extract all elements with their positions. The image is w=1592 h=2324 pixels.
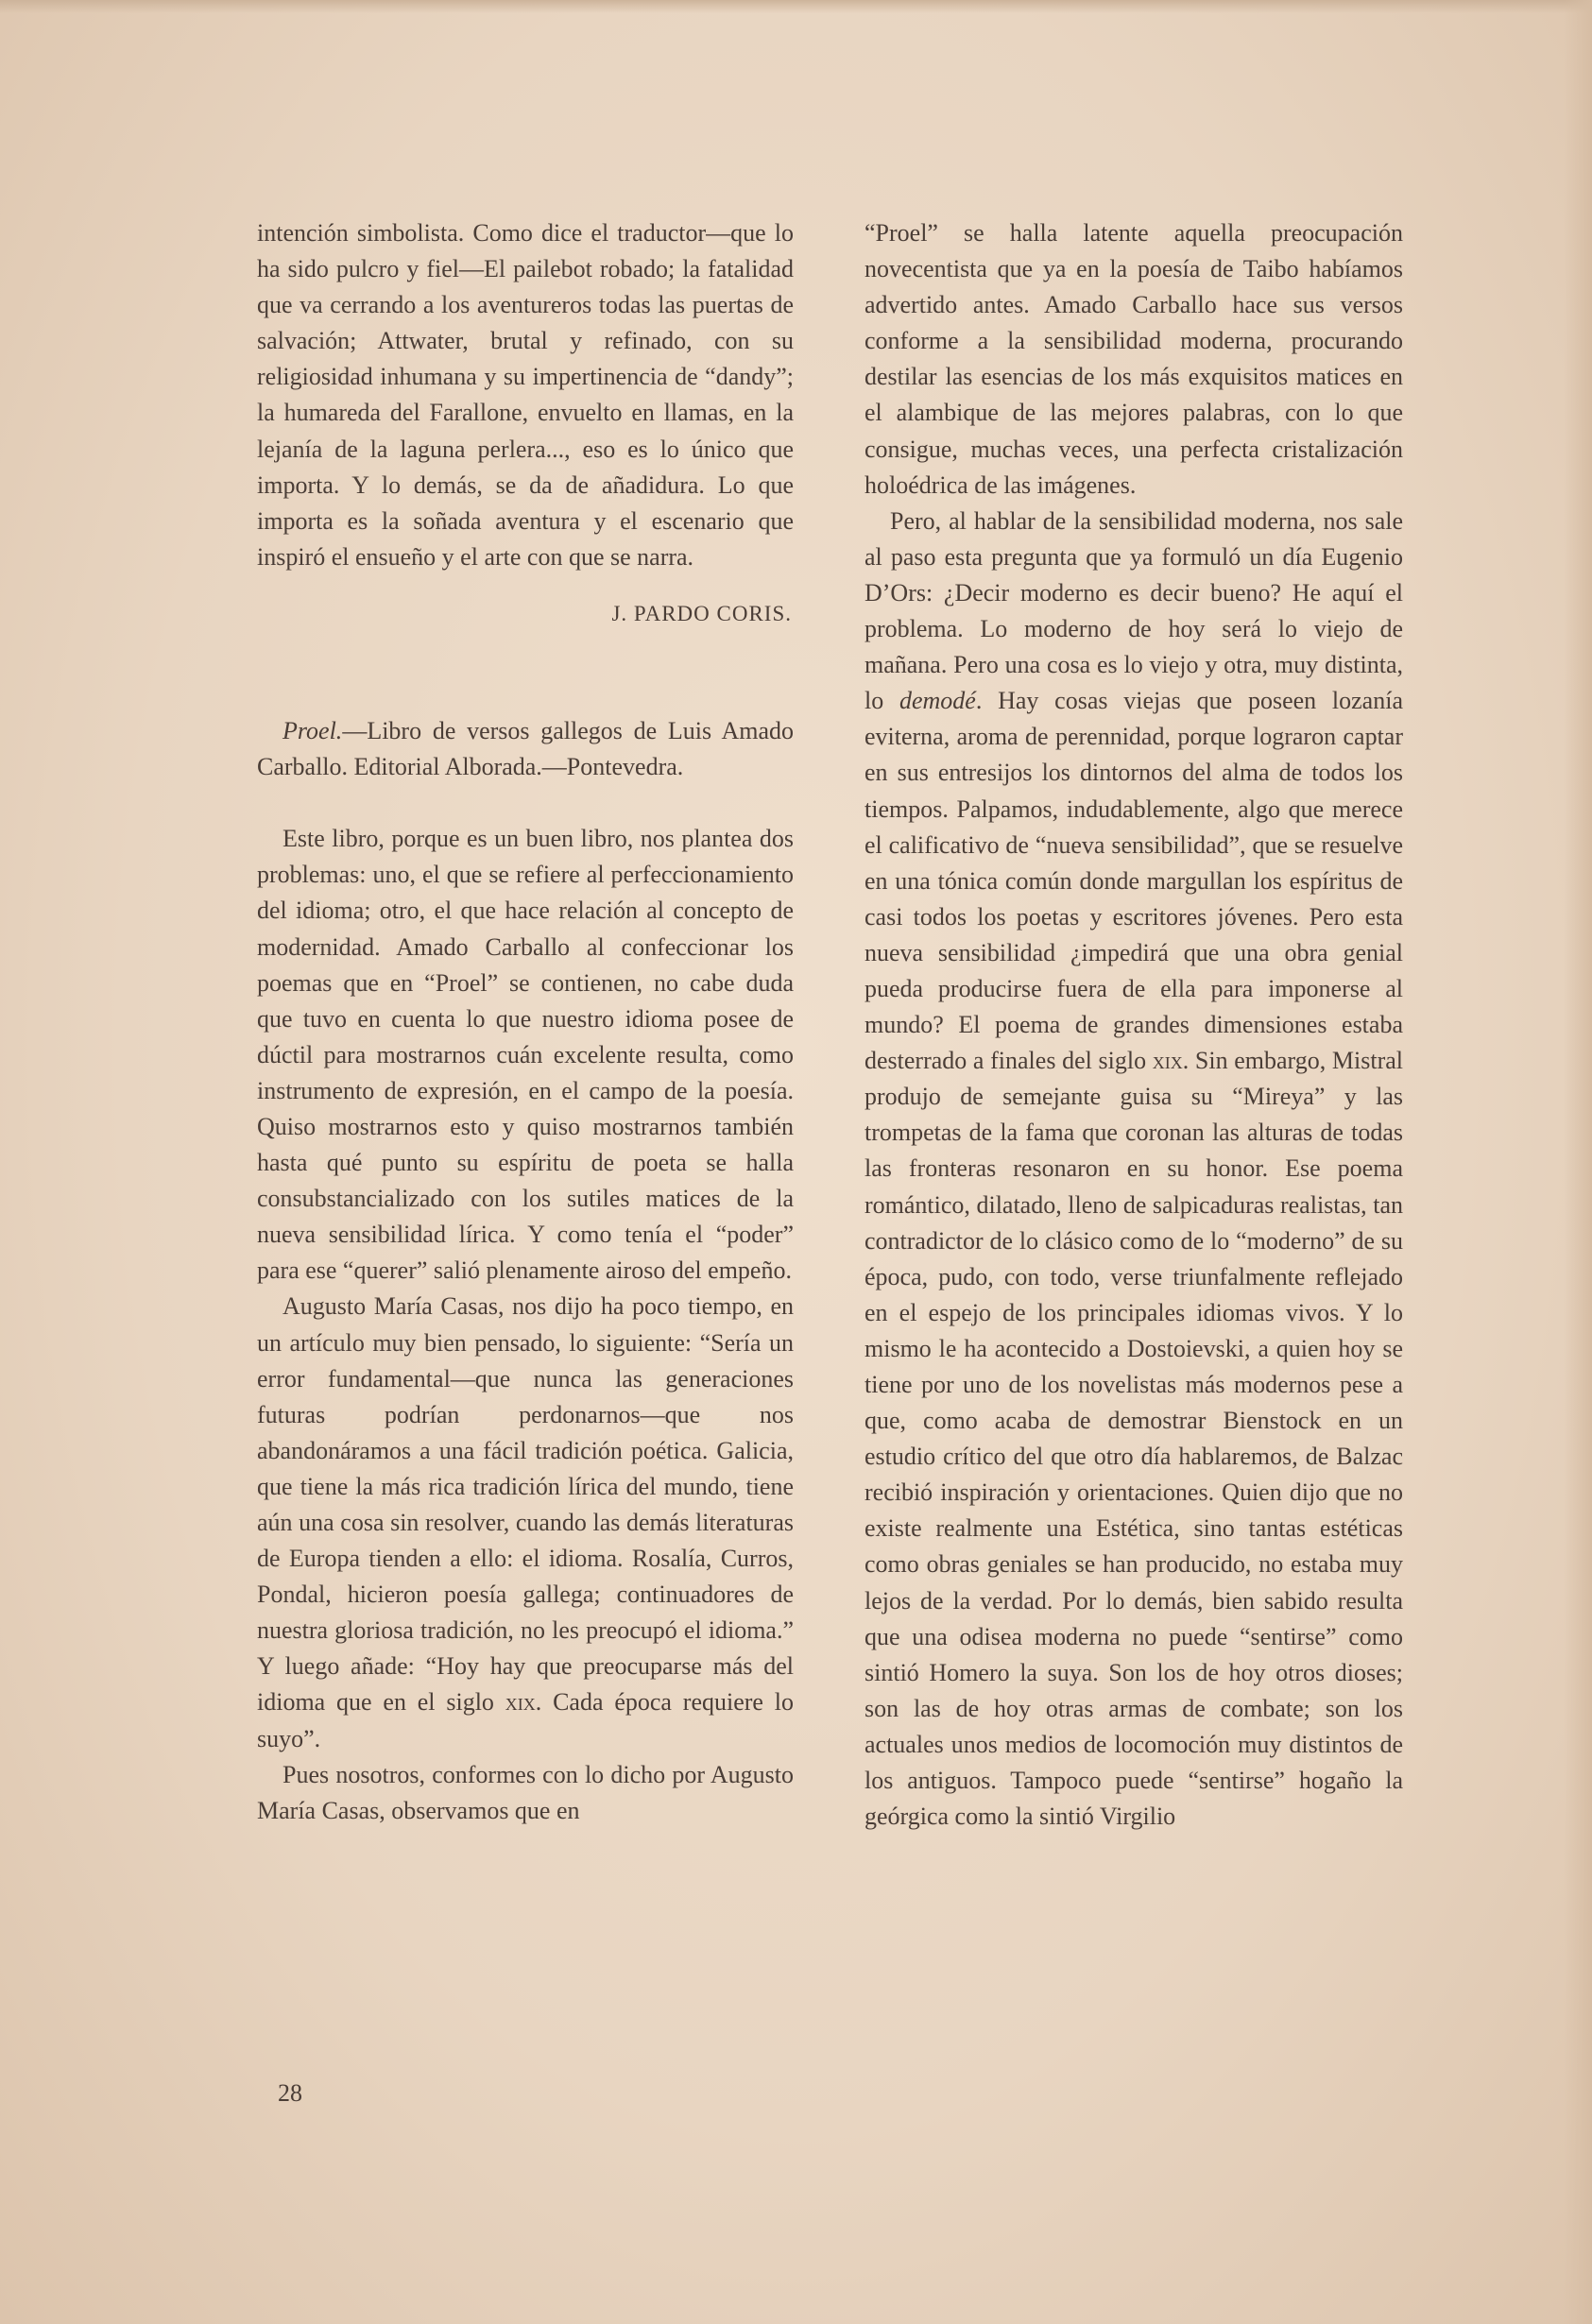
right-column [864, 215, 1403, 1835]
body-paragraph: Pero, al hablar de la sensibilidad moderna, nos sale al paso esta pregunta que ya formuló un día Eugenio D’Ors: ¿Decir moderno es decir bueno? He aquí el problema. Lo moderno de hoy será lo viejo de mañana. Pero una cosa es lo viejo y otra, muy distinta, lo demodé. Hay cosas viejas que poseen lozanía eviterna, aroma de perennidad, porque lograron captar en sus entresijos los dintornos del alma de todos los tiempos. Palpamos, indudablemente, algo que merece el calificativo de “nueva sensibilidad”, que se resuelve en una tónica común donde margullan los espíritus de casi todos los poetas y escritores jóvenes. Pero esta nueva sensibilidad ¿impedirá que una obra genial pueda producirse fuera de ella para imponerse al mundo? El poema de grandes dimensiones estaba desterrado a finales del siglo xix. Sin embargo, Mistral produjo de semejante guisa su “Mireya” y las trompetas de la fama que coronan las alturas de todas las fronteras resonaron en su honor. Ese poema romántico, dilatado, lleno de salpicaduras realistas, tan contradictor de lo clásico como de lo “moderno” de su época, pudo, con todo, verse triunfalmente reflejado en el espejo de los principales idiomas vivos. Y lo mismo le ha acontecido a Dostoievski, a quien hoy se tiene por uno de los novelistas más modernos pese a que, como acaba de demostrar Bienstock en un estudio crítico del que otro día hablaremos, de Balzac recibió inspiración y orientaciones. Quien dijo que no existe realmente una Estética, sino tantas estéticas como obras geniales se han producido, no estaba muy lejos de la verdad. Por lo demás, bien sabido resulta que una odisea moderna no puede “sentirse” como sintió Homero la suya. Son los de hoy otros dioses; son las de hoy otras armas de combate; son los actuales unos medios de locomoción muy distintos de los antiguos. Tampoco puede “sentirse” hogaño la geórgica como la sintió Virgilio [864, 506, 1404, 1831]
page-edge-shadow-right [1564, 0, 1592, 2324]
book-title: Proel. [282, 717, 343, 745]
body-paragraph: “Proel” se halla latente aquella preocupación novecentista que ya en la poesía de Taibo habíamos advertido antes. Amado Carballo hace sus versos conforme a la sensibilidad moderna, procurando destilar las esencias de los más exquisitos matices en el alambique de las mejores palabras, con lo que consigue, muchas veces, una perfecta cristalización holoédrica de las imágenes. [864, 219, 1403, 499]
page-number: 28 [278, 2079, 302, 2107]
left-column [257, 215, 794, 1829]
book-reference [257, 713, 794, 785]
review-ending-paragraph: intención simbolista. Como dice el traductor—que lo ha sido pulcro y fiel—El pailebot robado; la fatalidad que va cerrando a los aventureros todas las puertas de salvación; Attwater, brutal y refinado, con su religiosidad inhumana y su impertinencia de “dandy”; la humareda del Farallone, envuelto en llamas, en la lejanía de la laguna perlera..., eso es lo único que importa. Y lo demás, se da de añadidura. Lo que importa es la soñada aventura y el escenario que inspiró el ensueño y el arte con que se narra. [257, 219, 794, 571]
body-paragraph: Augusto María Casas, nos dijo ha poco tiempo, en un artículo muy bien pensado, lo siguiente: “Sería un error fundamental—que nunca las generaciones futuras podrían perdonarnos—que nos abandonáramos a una fácil tradición poética. Galicia, que tiene la más rica tradición lírica del mundo, tiene aún una cosa sin resolver, cuando las demás literaturas de Europa tienden a ello: el idioma. Rosalía, Curros, Pondal, hicieron poesía gallega; continuadores de nuestra gloriosa tradición, no les preocupó el idioma.” Y luego añade: “Hoy hay que preocuparse más del idioma que en el siglo xix. Cada época requiere lo suyo”. [257, 1292, 794, 1752]
body-paragraph: Pues nosotros, conformes con lo dicho por Augusto María Casas, observamos que en [257, 1760, 794, 1824]
page-edge-shadow [0, 0, 1592, 13]
book-details: —Libro de versos gallegos de Luis Amado Carballo. Editorial Alborada.—Pontevedra. [257, 717, 794, 781]
body-paragraph: Este libro, porque es un buen libro, nos plantea dos problemas: uno, el que se refiere al perfeccionamiento del idioma; otro, el que hace relación al concepto de modernidad. Amado Carballo al confeccionar los poemas que en “Proel” se contienen, no cabe duda que tuvo en cuenta lo que nuestro idioma posee de dúctil para mostrarnos cuán excelente resulta, como instrumento de expresión, en el campo de la poesía. Quiso mostrarnos esto y quiso mostrarnos también hasta qué punto su espíritu de poeta se halla consubstancializado con los sutiles matices de la nueva sensibilidad lírica. Y como tenía el “poder” para ese “querer” salió plenamente airoso del empeño. [257, 825, 794, 1285]
review-signature: J. PARDO CORIS. [611, 601, 792, 625]
